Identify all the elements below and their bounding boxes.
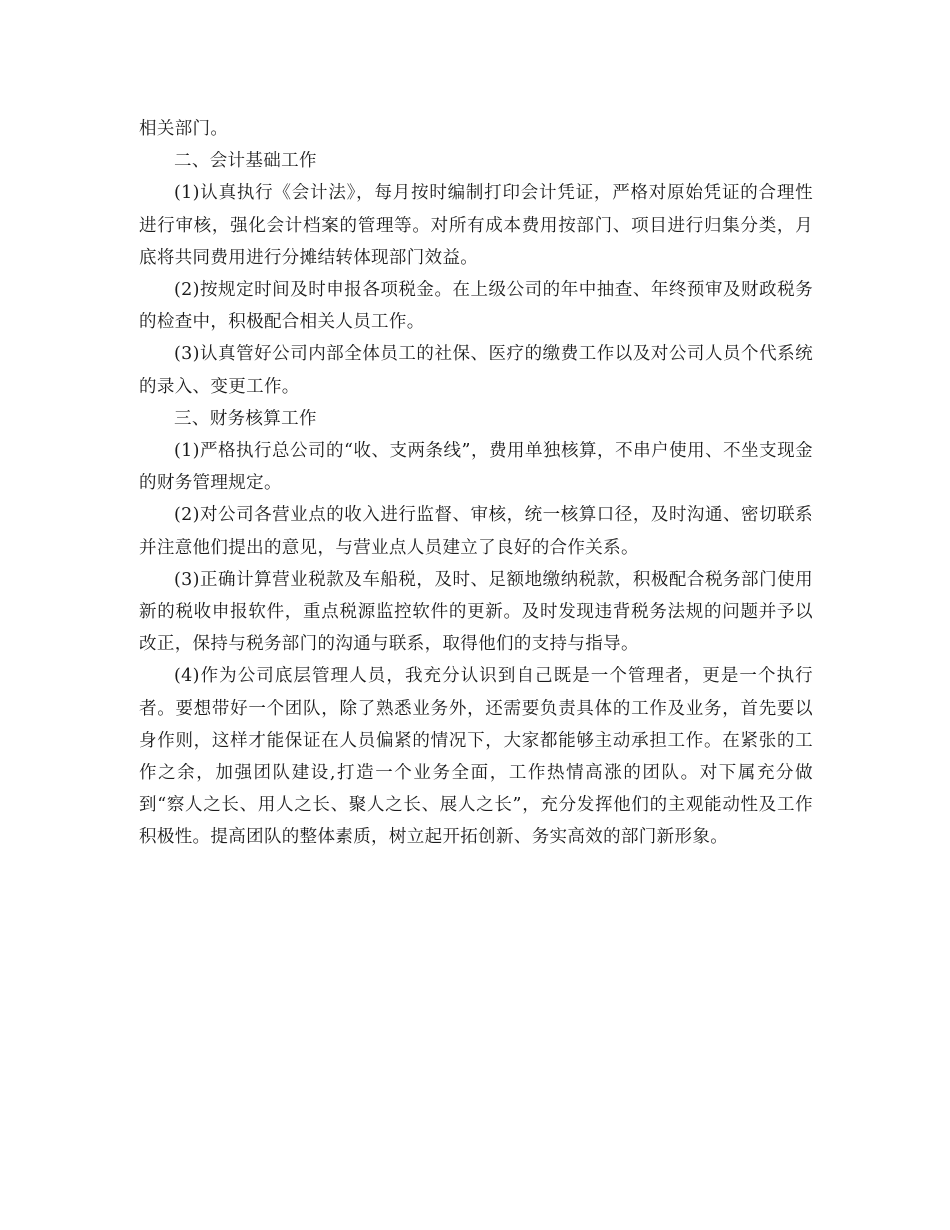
section-heading-financial-accounting: 三、财务核算工作 (174, 408, 317, 429)
document-body (139, 113, 813, 854)
paragraph-financial-item-3: (3)正确计算营业税款及车船税，及时、足额地缴纳税款，积极配合税务部门使用新的税收申报软件，重点税源监控软件的更新。及时发现违背税务法规的问题并予以改正，保持与税务部门的沟通与联系，取得他们的支持与指导。 (139, 569, 813, 655)
paragraph-financial-item-1: (1)严格执行总公司的“收、支两条线”，费用单独核算，不串户使用、不坐支现金的财务管理规定。 (139, 441, 813, 494)
paragraph-accounting-item-3: (3)认真管好公司内部全体员工的社保、医疗的缴费工作以及对公司人员个代系统的录入、变更工作。 (139, 344, 813, 397)
paragraph-accounting-item-1: (1)认真执行《会计法》，每月按时编制打印会计凭证，严格对原始凭证的合理性进行审核，强化会计档案的管理等。对所有成本费用按部门、项目进行归集分类，月底将共同费用进行分摊结转体现部门效益。 (139, 183, 813, 268)
paragraph-accounting-item-2: (2)按规定时间及时申报各项税金。在上级公司的年中抽查、年终预审及财政税务的检查中，积极配合相关人员工作。 (139, 280, 813, 333)
paragraph-financial-item-2: (2)对公司各营业点的收入进行监督、审核，统一核算口径，及时沟通、密切联系并注意他们提出的意见，与营业点人员建立了良好的合作关系。 (139, 505, 813, 558)
paragraph-continuation: 相关部门。 (139, 119, 229, 139)
section-heading-accounting-basics: 二、会计基础工作 (174, 151, 317, 172)
paragraph-financial-item-4: (4)作为公司底层管理人员，我充分认识到自己既是一个管理者，更是一个执行者。要想带好一个团队，除了熟悉业务外，还需要负责具体的工作及业务，首先要以身作则，这样才能保证在人员偏紧的情况下，大家都能够主动承担工作。在紧张的工作之余，加强团队建设,打造一个业务全面，工作热情高涨的团队。对下属充分做到“察人之长、用人之长、聚人之长、展人之长”，充分发挥他们的主观能动性及工作积极性。提高团队的整体素质，树立起开拓创新、务实高效的部门新形象。 (139, 666, 813, 848)
